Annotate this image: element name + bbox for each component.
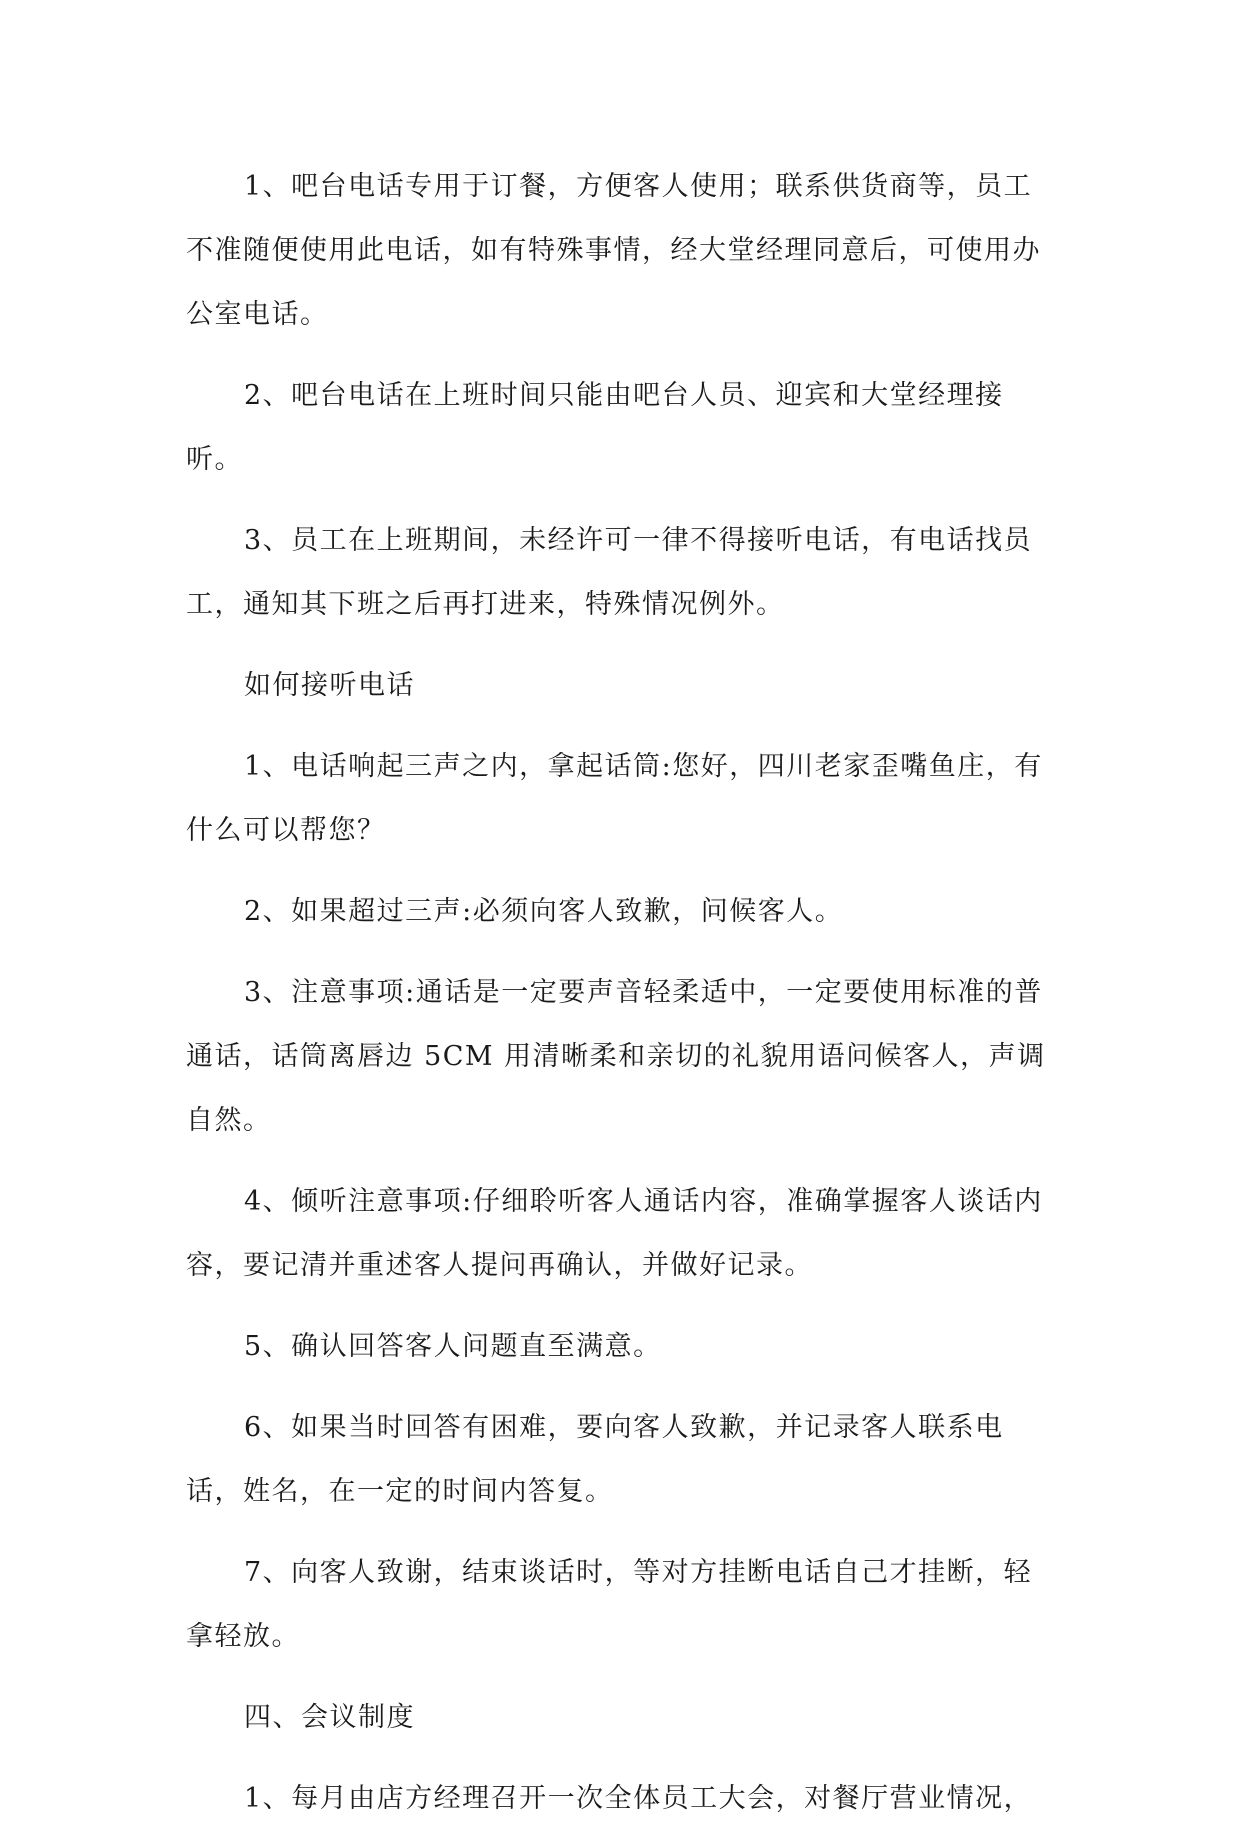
document-page <box>186 155 1056 1848</box>
paragraph-step-6: 6、如果当时回答有困难，要向客人致歉，并记录客人联系电话，姓名，在一定的时间内答复。 <box>186 1412 1004 1507</box>
paragraph-step-5: 5、确认回答客人问题直至满意。 <box>244 1331 662 1362</box>
paragraph-step-3: 3、注意事项:通话是一定要声音轻柔适中，一定要使用标准的普通话，话筒离唇边 5CM 用清晰柔和亲切的礼貌用语问候客人，声调自然。 <box>186 977 1046 1136</box>
paragraph-meeting-1: 1、每月由店方经理召开一次全体员工大会，对餐厅营业情况， <box>244 1783 1033 1814</box>
paragraph-step-4: 4、倾听注意事项:仔细聆听客人通话内容，准确掌握客人谈话内容，要记清并重述客人提问再确认，并做好记录。 <box>186 1186 1043 1281</box>
paragraph-bar-phone-usage: 1、吧台电话专用于订餐，方便客人使用；联系供货商等，员工不准随便使用此电话，如有特殊事情，经大堂经理同意后，可使用办公室电话。 <box>186 171 1041 330</box>
section-heading-meeting-system: 四、会议制度 <box>244 1702 415 1733</box>
paragraph-step-1: 1、电话响起三声之内，拿起话筒:您好，四川老家歪嘴鱼庄，有什么可以帮您？ <box>186 751 1043 846</box>
paragraph-bar-phone-answer: 2、吧台电话在上班时间只能由吧台人员、迎宾和大堂经理接听。 <box>186 380 1004 475</box>
paragraph-step-7: 7、向客人致谢，结束谈话时，等对方挂断电话自己才挂断，轻拿轻放。 <box>186 1557 1033 1652</box>
paragraph-staff-calls: 3、员工在上班期间，未经许可一律不得接听电话，有电话找员工，通知其下班之后再打进来，特殊情况例外。 <box>186 525 1033 620</box>
section-heading-answer-phone: 如何接听电话 <box>244 670 415 701</box>
paragraph-step-2: 2、如果超过三声:必须向客人致歉，问候客人。 <box>244 896 844 927</box>
